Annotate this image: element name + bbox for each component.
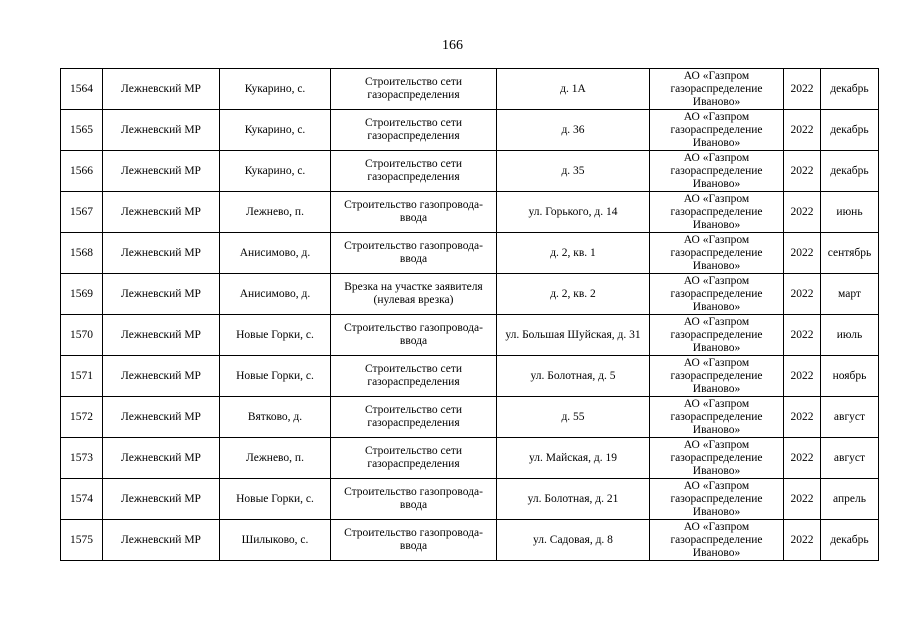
- organization-cell: АО «Газпром газораспределение Иваново»: [650, 520, 784, 561]
- table-row: [61, 69, 879, 110]
- address-cell: ул. Майская, д. 19: [497, 438, 650, 479]
- district-cell: Лежневский МР: [103, 110, 220, 151]
- row-number: 1574: [61, 479, 103, 520]
- row-number: 1570: [61, 315, 103, 356]
- district-cell: Лежневский МР: [103, 520, 220, 561]
- district-cell: Лежневский МР: [103, 69, 220, 110]
- address-cell: д. 1А: [497, 69, 650, 110]
- row-number: 1565: [61, 110, 103, 151]
- year-cell: 2022: [784, 151, 821, 192]
- month-cell: ноябрь: [821, 356, 879, 397]
- month-cell: июль: [821, 315, 879, 356]
- locality-cell: Кукарино, с.: [220, 69, 331, 110]
- gasification-table: [60, 68, 879, 561]
- work-cell: Строительство газопровода-ввода: [331, 192, 497, 233]
- table-row: [61, 479, 879, 520]
- month-cell: декабрь: [821, 151, 879, 192]
- row-number: 1568: [61, 233, 103, 274]
- address-cell: д. 2, кв. 2: [497, 274, 650, 315]
- locality-cell: Лежнево, п.: [220, 192, 331, 233]
- locality-cell: Вятково, д.: [220, 397, 331, 438]
- work-cell: Строительство сети газораспределения: [331, 110, 497, 151]
- month-cell: июнь: [821, 192, 879, 233]
- address-cell: ул. Садовая, д. 8: [497, 520, 650, 561]
- locality-cell: Новые Горки, с.: [220, 356, 331, 397]
- district-cell: Лежневский МР: [103, 274, 220, 315]
- district-cell: Лежневский МР: [103, 233, 220, 274]
- organization-cell: АО «Газпром газораспределение Иваново»: [650, 274, 784, 315]
- address-cell: ул. Большая Шуйская, д. 31: [497, 315, 650, 356]
- work-cell: Врезка на участке заявителя (нулевая врезка): [331, 274, 497, 315]
- work-cell: Строительство газопровода-ввода: [331, 520, 497, 561]
- locality-cell: Лежнево, п.: [220, 438, 331, 479]
- address-cell: ул. Болотная, д. 5: [497, 356, 650, 397]
- work-cell: Строительство сети газораспределения: [331, 356, 497, 397]
- work-cell: Строительство газопровода-ввода: [331, 315, 497, 356]
- address-cell: д. 36: [497, 110, 650, 151]
- table-row: [61, 315, 879, 356]
- locality-cell: Кукарино, с.: [220, 151, 331, 192]
- district-cell: Лежневский МР: [103, 438, 220, 479]
- district-cell: Лежневский МР: [103, 192, 220, 233]
- organization-cell: АО «Газпром газораспределение Иваново»: [650, 479, 784, 520]
- table-row: [61, 233, 879, 274]
- district-cell: Лежневский МР: [103, 151, 220, 192]
- organization-cell: АО «Газпром газораспределение Иваново»: [650, 110, 784, 151]
- year-cell: 2022: [784, 438, 821, 479]
- work-cell: Строительство сети газораспределения: [331, 438, 497, 479]
- organization-cell: АО «Газпром газораспределение Иваново»: [650, 397, 784, 438]
- year-cell: 2022: [784, 356, 821, 397]
- year-cell: 2022: [784, 110, 821, 151]
- work-cell: Строительство сети газораспределения: [331, 69, 497, 110]
- table-row: [61, 151, 879, 192]
- locality-cell: Кукарино, с.: [220, 110, 331, 151]
- locality-cell: Новые Горки, с.: [220, 479, 331, 520]
- table-row: [61, 397, 879, 438]
- month-cell: декабрь: [821, 520, 879, 561]
- table-row: [61, 192, 879, 233]
- table-row: [61, 438, 879, 479]
- month-cell: март: [821, 274, 879, 315]
- locality-cell: Анисимово, д.: [220, 274, 331, 315]
- row-number: 1567: [61, 192, 103, 233]
- organization-cell: АО «Газпром газораспределение Иваново»: [650, 233, 784, 274]
- row-number: 1564: [61, 69, 103, 110]
- year-cell: 2022: [784, 69, 821, 110]
- work-cell: Строительство сети газораспределения: [331, 397, 497, 438]
- district-cell: Лежневский МР: [103, 356, 220, 397]
- organization-cell: АО «Газпром газораспределение Иваново»: [650, 151, 784, 192]
- month-cell: август: [821, 438, 879, 479]
- row-number: 1571: [61, 356, 103, 397]
- row-number: 1566: [61, 151, 103, 192]
- organization-cell: АО «Газпром газораспределение Иваново»: [650, 438, 784, 479]
- table-row: [61, 520, 879, 561]
- row-number: 1569: [61, 274, 103, 315]
- month-cell: декабрь: [821, 69, 879, 110]
- organization-cell: АО «Газпром газораспределение Иваново»: [650, 192, 784, 233]
- address-cell: д. 55: [497, 397, 650, 438]
- row-number: 1573: [61, 438, 103, 479]
- district-cell: Лежневский МР: [103, 315, 220, 356]
- month-cell: апрель: [821, 479, 879, 520]
- year-cell: 2022: [784, 192, 821, 233]
- organization-cell: АО «Газпром газораспределение Иваново»: [650, 356, 784, 397]
- locality-cell: Анисимово, д.: [220, 233, 331, 274]
- work-cell: Строительство сети газораспределения: [331, 151, 497, 192]
- month-cell: август: [821, 397, 879, 438]
- table-body: [61, 69, 879, 561]
- address-cell: ул. Горького, д. 14: [497, 192, 650, 233]
- month-cell: сентябрь: [821, 233, 879, 274]
- table-row: [61, 110, 879, 151]
- work-cell: Строительство газопровода-ввода: [331, 233, 497, 274]
- row-number: 1575: [61, 520, 103, 561]
- work-cell: Строительство газопровода-ввода: [331, 479, 497, 520]
- year-cell: 2022: [784, 315, 821, 356]
- year-cell: 2022: [784, 274, 821, 315]
- district-cell: Лежневский МР: [103, 479, 220, 520]
- district-cell: Лежневский МР: [103, 397, 220, 438]
- table-row: [61, 356, 879, 397]
- address-cell: ул. Болотная, д. 21: [497, 479, 650, 520]
- organization-cell: АО «Газпром газораспределение Иваново»: [650, 69, 784, 110]
- locality-cell: Шилыково, с.: [220, 520, 331, 561]
- row-number: 1572: [61, 397, 103, 438]
- year-cell: 2022: [784, 479, 821, 520]
- year-cell: 2022: [784, 233, 821, 274]
- address-cell: д. 2, кв. 1: [497, 233, 650, 274]
- year-cell: 2022: [784, 520, 821, 561]
- locality-cell: Новые Горки, с.: [220, 315, 331, 356]
- year-cell: 2022: [784, 397, 821, 438]
- address-cell: д. 35: [497, 151, 650, 192]
- table-row: [61, 274, 879, 315]
- organization-cell: АО «Газпром газораспределение Иваново»: [650, 315, 784, 356]
- page-number: 166: [442, 38, 463, 53]
- month-cell: декабрь: [821, 110, 879, 151]
